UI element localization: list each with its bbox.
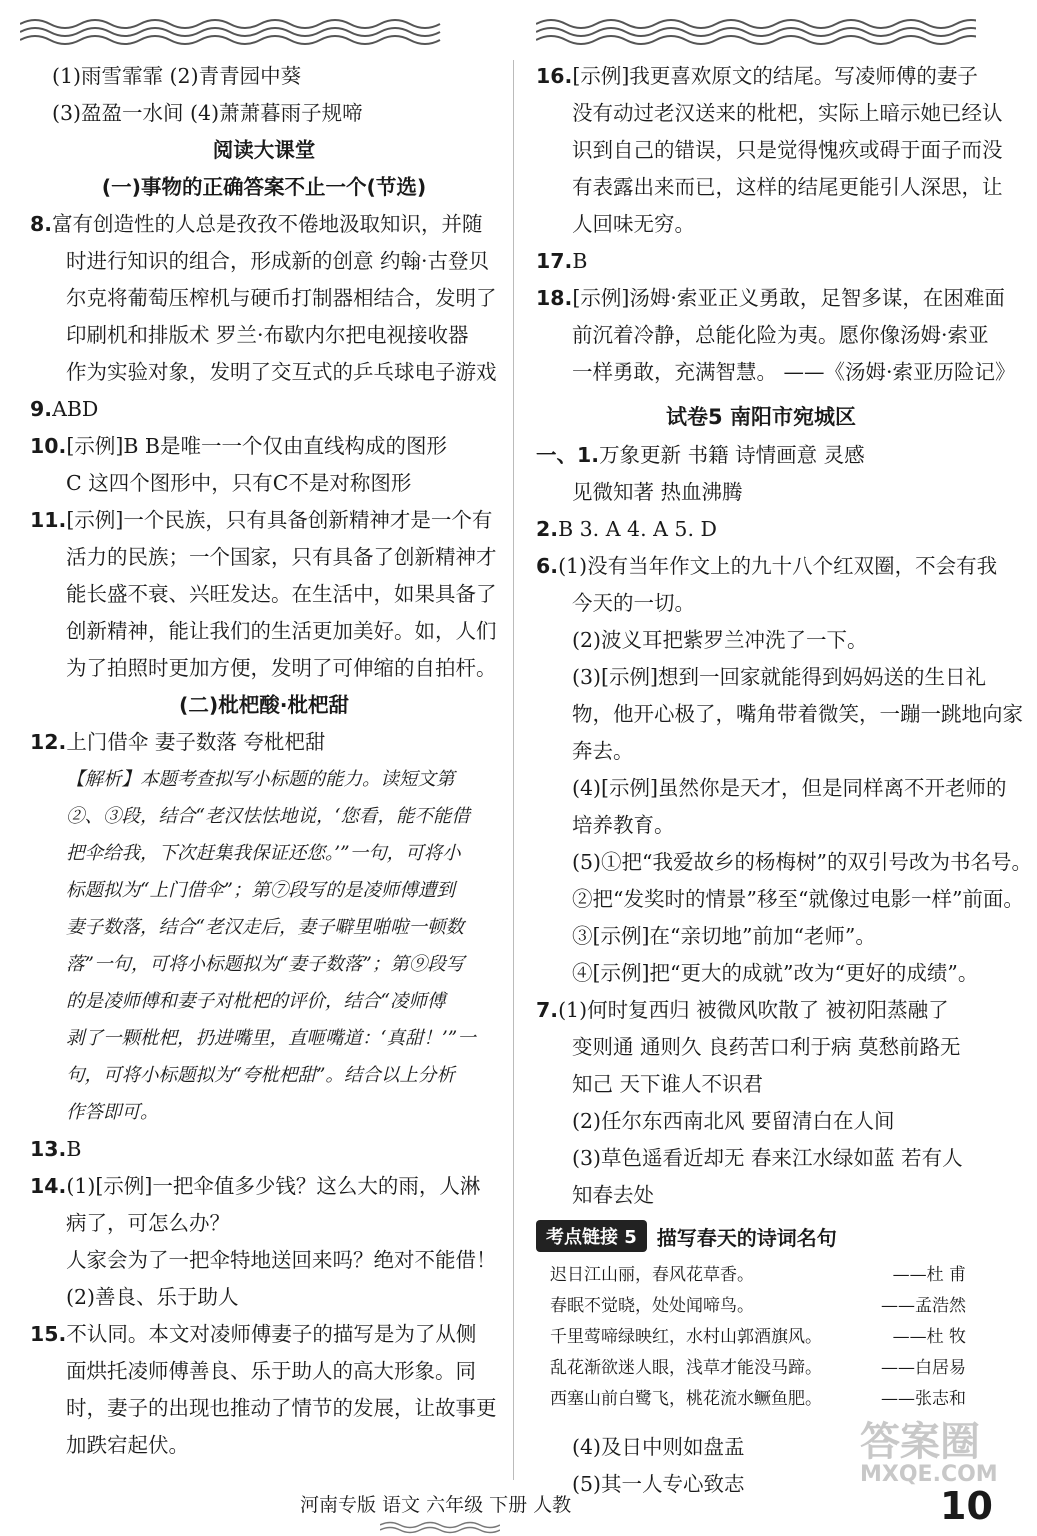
text-line bbox=[536, 844, 1032, 881]
text-line bbox=[30, 1353, 498, 1390]
text-line bbox=[30, 502, 498, 539]
line-text: ③[示例]在“亲切地”前加“老师”。 bbox=[572, 924, 876, 948]
text-line bbox=[30, 391, 498, 428]
text-line bbox=[30, 650, 498, 687]
text-line bbox=[536, 1177, 986, 1214]
text-line bbox=[30, 1316, 498, 1353]
text-line bbox=[30, 798, 498, 835]
text-line bbox=[536, 807, 986, 844]
line-text: 富有创造性的人总是孜孜不倦地汲取知识，并随 bbox=[52, 212, 483, 236]
poem-author: ——孟浩然 bbox=[881, 1296, 966, 1316]
question-number: 7. bbox=[536, 998, 559, 1022]
text-line bbox=[30, 1057, 498, 1094]
test5-answers bbox=[536, 437, 1032, 1214]
right-column bbox=[536, 58, 1032, 1503]
line-text: B bbox=[572, 249, 588, 273]
column-divider bbox=[513, 60, 514, 1480]
text-line bbox=[536, 918, 986, 955]
line-text: 不认同。本文对凌师傅妻子的描写是为了从侧 bbox=[66, 1322, 477, 1346]
text-line bbox=[30, 761, 498, 798]
poem-row bbox=[536, 1353, 986, 1384]
question-number: 9. bbox=[30, 397, 53, 421]
poem-author: ——张志和 bbox=[881, 1389, 966, 1409]
question-number: 10. bbox=[30, 434, 67, 458]
text-line bbox=[30, 576, 498, 613]
text-line bbox=[30, 169, 498, 206]
line-text: (2)波义耳把紫罗兰冲洗了一下。 bbox=[572, 628, 868, 652]
line-text: [示例]B B是唯一一个仅由直线构成的图形 bbox=[66, 434, 447, 458]
line-text: C 这四个图形中，只有C不是对称图形 bbox=[66, 471, 412, 495]
line-text: ④[示例]把“更大的成就”改为“更好的成绩”。 bbox=[572, 961, 979, 985]
line-text: 作为实验对象，发明了交互式的乒乓球电子游戏 bbox=[66, 360, 497, 384]
line-text: (一)事物的正确答案不止一个(节选) bbox=[101, 175, 427, 199]
line-text: 活力的民族；一个国家，只有具备了创新精神才 bbox=[66, 545, 497, 569]
kaodian-title: 描写春天的诗词名句 bbox=[656, 1225, 837, 1250]
text-line bbox=[30, 243, 498, 280]
page-number: 10 bbox=[940, 1484, 993, 1528]
question-number: 16. bbox=[536, 64, 573, 88]
text-line bbox=[30, 1205, 498, 1242]
kaodian-header bbox=[536, 1216, 986, 1256]
text-line bbox=[30, 1427, 498, 1464]
line-text: 【解析】本题考查拟写小标题的能力。读短文第 bbox=[66, 769, 455, 790]
text-line bbox=[536, 770, 1007, 807]
line-text: 尔克将葡萄压榨机与硬币打制器相结合，发明了 bbox=[66, 286, 497, 310]
line-text: 落”一句，可将小标题拟为“妻子数落”；第⑨段写 bbox=[66, 954, 465, 975]
text-line bbox=[30, 724, 498, 761]
text-line bbox=[30, 687, 498, 724]
poem-author: ——白居易 bbox=[881, 1358, 966, 1378]
line-text: 物，他开心极了，嘴角带着微笑，一蹦一跳地向家 bbox=[572, 702, 1023, 726]
line-text: B bbox=[66, 1137, 82, 1161]
text-line bbox=[536, 132, 1003, 169]
poem-list bbox=[536, 1260, 986, 1415]
line-text: (2)善良、乐于助人 bbox=[66, 1285, 239, 1309]
text-line bbox=[30, 1390, 498, 1427]
line-text: [示例]汤姆·索亚正义勇敢，足智多谋，在困难面 bbox=[572, 286, 1005, 310]
line-text: 前沉着冷静，总能化险为夷。愿你像汤姆·索亚 bbox=[572, 323, 989, 347]
poem-line: 西塞山前白鹭飞，桃花流水鳜鱼肥。 bbox=[550, 1389, 822, 1409]
line-text: (5)其一人专心致志 bbox=[572, 1472, 745, 1496]
question-number: 12. bbox=[30, 730, 67, 754]
line-text: 创新精神，能让我们的生活更加美好。如，人们 bbox=[66, 619, 497, 643]
text-line bbox=[30, 58, 498, 95]
left-column bbox=[30, 58, 498, 1464]
question-number: 一、1. bbox=[536, 443, 600, 467]
watermark: 答案圈 bbox=[860, 1419, 980, 1465]
line-text: 作答即可。 bbox=[66, 1102, 159, 1123]
text-line bbox=[30, 1094, 498, 1131]
line-text: (二)枇杷酸·枇杷甜 bbox=[178, 693, 350, 717]
question-number: 6. bbox=[536, 554, 559, 578]
line-text: 今天的一切。 bbox=[572, 591, 695, 615]
text-line bbox=[30, 1168, 498, 1205]
line-text: (5)①把“我爱故乡的杨梅树”的双引号改为书名号。 bbox=[572, 850, 1032, 874]
line-text: 人回味无穷。 bbox=[572, 212, 695, 236]
line-text: 上门借伞 妻子数落 夸枇杷甜 bbox=[66, 730, 326, 754]
poem-row bbox=[536, 1291, 986, 1322]
line-text: 加跌宕起伏。 bbox=[66, 1433, 189, 1457]
text-line bbox=[536, 1066, 986, 1103]
answers-16-18 bbox=[536, 58, 1016, 391]
line-text: 人家会为了一把伞特地送回来吗？绝对不能借！ bbox=[66, 1248, 497, 1272]
text-line bbox=[536, 243, 986, 280]
text-line bbox=[30, 428, 498, 465]
line-text: B 3. A 4. A 5. D bbox=[558, 517, 717, 541]
text-line bbox=[536, 95, 1003, 132]
text-line bbox=[30, 95, 498, 132]
line-text: ABD bbox=[52, 397, 99, 421]
text-line bbox=[30, 1279, 498, 1316]
question-number: 2. bbox=[536, 517, 559, 541]
line-text: (4)及日中则如盘盂 bbox=[572, 1435, 745, 1459]
question-number: 15. bbox=[30, 1322, 67, 1346]
poem-line: 春眠不觉晓，处处闻啼鸟。 bbox=[550, 1296, 754, 1316]
text-line bbox=[30, 132, 498, 169]
text-line bbox=[30, 317, 498, 354]
text-line bbox=[536, 280, 1005, 317]
poem-row bbox=[536, 1322, 986, 1353]
text-line bbox=[536, 548, 998, 585]
footer-edition: 河南专版 语文 六年级 下册 人教 bbox=[300, 1494, 572, 1516]
text-line bbox=[30, 280, 498, 317]
line-text: 一样勇敢，充满智慧。 ——《汤姆·索亚历险记》 bbox=[572, 360, 1016, 384]
line-text: 万象更新 书籍 诗情画意 灵感 bbox=[599, 443, 865, 467]
line-text: (1)何时复西归 被微风吹散了 被初阳蒸融了 bbox=[558, 998, 949, 1022]
line-text: 培养教育。 bbox=[572, 813, 675, 837]
text-line bbox=[30, 1131, 498, 1168]
kaodian-badge: 考点链接 5 bbox=[536, 1220, 647, 1252]
text-line bbox=[536, 206, 986, 243]
poem-author: ——杜 牧 bbox=[892, 1327, 966, 1347]
text-line bbox=[30, 909, 498, 946]
line-text: 病了，可怎么办？ bbox=[66, 1211, 230, 1235]
poem-line: 乱花渐欲迷人眼，浅草才能没马蹄。 bbox=[550, 1358, 822, 1378]
text-line bbox=[536, 474, 986, 511]
line-text: (2)任尔东西南北风 要留清白在人间 bbox=[572, 1109, 895, 1133]
line-text: 没有动过老汉送来的枇杷，实际上暗示她已经认 bbox=[572, 101, 1003, 125]
text-line bbox=[536, 622, 986, 659]
header-wave-left bbox=[20, 14, 450, 50]
text-line bbox=[30, 872, 498, 909]
question-number: 8. bbox=[30, 212, 53, 236]
line-text: (4)[示例]虽然你是天才，但是同样离不开老师的 bbox=[572, 776, 1007, 800]
line-text: [示例]一个民族，只有具备创新精神才是一个有 bbox=[66, 508, 493, 532]
line-text: 印刷机和排版术 罗兰·布歇内尔把电视接收器 bbox=[66, 323, 469, 347]
text-line bbox=[30, 983, 498, 1020]
text-line bbox=[30, 1242, 498, 1279]
line-text: 变则通 通则久 良药苦口利于病 莫愁前路无 bbox=[572, 1035, 961, 1059]
line-text: (3)盈盈一水间 (4)萧萧暮雨子规啼 bbox=[52, 101, 363, 125]
text-line bbox=[536, 733, 986, 770]
question-number: 17. bbox=[536, 249, 573, 273]
text-line bbox=[30, 354, 498, 391]
text-line bbox=[30, 539, 498, 576]
text-line bbox=[536, 955, 986, 992]
line-text: 见微知著 热血沸腾 bbox=[572, 480, 743, 504]
line-text: 剥了一颗枇杷，扔进嘴里，直咂嘴道：‘真甜！’”一 bbox=[66, 1028, 476, 1049]
line-text: 能长盛不衰、兴旺发达。在生活中，如果具备了 bbox=[66, 582, 497, 606]
text-line bbox=[536, 881, 1024, 918]
text-line bbox=[30, 946, 498, 983]
line-text: [示例]我更喜欢原文的结尾。写凌师傅的妻子 bbox=[572, 64, 978, 88]
line-text: ②把“发奖时的情景”移至“就像过电影一样”前面。 bbox=[572, 887, 1024, 911]
watermark-url: MXQE.COM bbox=[860, 1462, 998, 1487]
text-line bbox=[536, 169, 1003, 206]
line-text: 时进行知识的组合，形成新的创意 约翰·古登贝 bbox=[66, 249, 490, 273]
line-text: 知己 天下谁人不识君 bbox=[572, 1072, 764, 1096]
text-line bbox=[536, 58, 986, 95]
text-line bbox=[536, 511, 986, 548]
poem-line: 千里莺啼绿映红，水村山郭酒旗风。 bbox=[550, 1327, 822, 1347]
line-text: 识到自己的错误，只是觉得愧疚或碍于面子而没 bbox=[572, 138, 1003, 162]
line-text: 奔去。 bbox=[572, 739, 634, 763]
line-text: ②、③段，结合“老汉怯怯地说，‘您看，能不能借 bbox=[66, 806, 470, 827]
line-text: 句，可将小标题拟为“夸枇杷甜”。结合以上分析 bbox=[66, 1065, 455, 1086]
text-line bbox=[30, 835, 498, 872]
question-number: 18. bbox=[536, 286, 573, 310]
line-text: (1)没有当年作文上的九十八个红双圈，不会有我 bbox=[558, 554, 998, 578]
footer-wave bbox=[380, 1520, 500, 1534]
line-text: (1)雨雪霏霏 (2)青青园中葵 bbox=[52, 64, 302, 88]
poem-line: 迟日江山丽，春风花草香。 bbox=[550, 1265, 754, 1285]
text-line bbox=[536, 1103, 986, 1140]
poem-row bbox=[536, 1260, 986, 1291]
text-line bbox=[30, 1020, 498, 1057]
line-text: 妻子数落，结合“老汉走后，妻子噼里啪啦一顿数 bbox=[66, 917, 464, 938]
text-line bbox=[30, 206, 498, 243]
line-text: 为了拍照时更加方便，发明了可伸缩的自拍杆。 bbox=[66, 656, 497, 680]
text-line bbox=[536, 696, 1023, 733]
header-wave-right bbox=[536, 14, 976, 50]
line-text: (3)[示例]想到一回家就能得到妈妈送的生日礼 bbox=[572, 665, 987, 689]
line-text: (1)[示例]一把伞值多少钱？这么大的雨，人淋 bbox=[66, 1174, 481, 1198]
line-text: (3)草色遥看近却无 春来江水绿如蓝 若有人 bbox=[572, 1146, 963, 1170]
text-line bbox=[536, 1140, 986, 1177]
text-line bbox=[536, 437, 986, 474]
text-line bbox=[536, 659, 986, 696]
question-number: 13. bbox=[30, 1137, 67, 1161]
line-text: 有表露出来而已，这样的结尾更能引人深思，让 bbox=[572, 175, 1003, 199]
line-text: 的是凌师傅和妻子对枇杷的评价，结合“凌师傅 bbox=[66, 991, 446, 1012]
question-number: 14. bbox=[30, 1174, 67, 1198]
text-line bbox=[30, 613, 498, 650]
text-line bbox=[536, 317, 989, 354]
question-number: 11. bbox=[30, 508, 67, 532]
text-line bbox=[536, 992, 986, 1029]
text-line bbox=[536, 585, 986, 622]
line-text: 标题拟为“上门借伞”；第⑦段写的是凌师傅遭到 bbox=[66, 880, 455, 901]
line-text: 面烘托凌师傅善良、乐于助人的高大形象。同 bbox=[66, 1359, 476, 1383]
line-text: 知春去处 bbox=[572, 1183, 654, 1207]
line-text: 时，妻子的出现也推动了情节的发展，让故事更 bbox=[66, 1396, 497, 1420]
line-text: 把伞给我，下次赶集我保证还您。’”一句，可将小 bbox=[66, 843, 461, 864]
text-line bbox=[30, 465, 498, 502]
text-line bbox=[536, 1029, 986, 1066]
text-line bbox=[536, 354, 1016, 391]
test5-title: 试卷5 南阳市宛城区 bbox=[666, 405, 856, 429]
poem-author: ——杜 甫 bbox=[892, 1265, 966, 1285]
line-text: 阅读大课堂 bbox=[212, 138, 316, 162]
